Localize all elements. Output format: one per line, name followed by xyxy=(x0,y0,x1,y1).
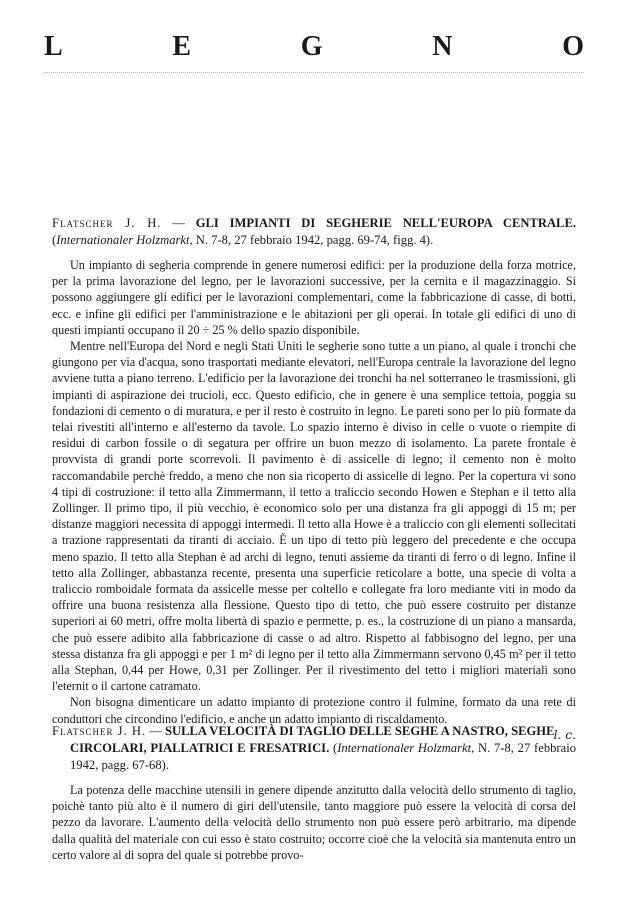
header-letter: E xyxy=(172,31,192,62)
source-open: ( xyxy=(329,741,338,755)
header-letter: L xyxy=(44,31,63,62)
header-divider xyxy=(44,72,584,73)
body-paragraph: Un impianto di segheria comprende in genere numerosi edifici: per la produzione della forza motrice, per la prima lavorazione del legno, per le lavorazioni successive, per la cernita e il magazzinaggio. Si possono aggiungere gli edifici per le lavorazioni complementari, come la fabbricazione di casse, di botti, ecc. e infine gli edifici per l'amministrazione e le abitazioni per gli operai. In totale gli edifici di uno di questi impianti occupano il 20 ÷ 25 % dello spazio disponibile. xyxy=(52,258,576,337)
article-heading xyxy=(52,215,576,249)
article-body xyxy=(52,257,576,727)
source-journal: Internationaler Holzmarkt xyxy=(56,233,190,247)
source-citation: , N. 7-8, 27 febbraio 1942, pagg. 67-68). xyxy=(70,741,576,772)
body-paragraph: La potenza delle macchine utensili in genere dipende anzitutto dalla velocità dello strumento di taglio, poichè tanto più alto è il numero di giri dell'utensile, tanto maggiore può essere la velocità di corsa del pezzo da lavorare. L'aumento della velocità dello strumento non può essere però arbitrario, ma dipende dalla qualità del materiale con cui esso è stato costruito; occorre cioè che la velocità sia mantenuta entro un certo valore al di sopra del quale si potrebbe provo- xyxy=(52,783,576,862)
body-paragraph: Mentre nell'Europa del Nord e negli Stati Uniti le segherie sono tutte a un piano, al quale i tronchi che giungono per via d'acqua, sono trasportati mediante elevatori, nell'Europa centrale la lavorazione del legno avviene tutta a piano terreno. L'edificio per la lavorazione dei tronchi ha nel sotterraneo le trasmissioni, gli impianti di aspirazione dei trucioli, ecc. Questo edificio, che in genere è una semplice tettoia, poggia su fondazioni di cemento o di muratura, e per il resto è costruito in legno. Le pareti sono per lo più formate da telai rivestiti all'interno e all'esterno da tavole. Lo spazio interno è diviso in celle o vuote o riempite di residui di carbon fossile o di segatura per offrire un buon mezzo di isolamento. La parete frontale è provvista di grandi porte scorrevoli. Il pavimento è di assicelle di legno; il cemento non è molto raccomandabile perchè freddo, a meno che non sia ricoperto di assicelle di legno. Per la copertura vi sono 4 tipi di costruzione: il tetto alla Zimmermann, il tetto a traliccio secondo Howen e Stephan e il tetto alla Zollinger. Il primo tipo, il più vecchio, è economico solo per una distanza fra gli appoggi di 15 m; per distanze maggiori necessita di appoggi intermedi. Il tetto alla Howe è a traliccio con gli elementi sollecitati a trazione rappresentati da tiranti di acciaio. È un tipo di tetto più leggero del precedente e che occupa meno spazio. Il tetto alla Stephan è ad archi di legno, tenuti assieme da tiranti di ferro o di legno. Infine il tetto alla Zollinger, abbastanza recente, presenta una superficie reticolare a botte, una specie di volta a traliccio romboidale formata da assicelle messe per coltello e collegate fra loro mediante viti in modo da offrire una buona resistenza alla flessione. Questo tipo di tetto, che può essere costruito per distanze superiori ai 60 metri, offre molta libertà di spazio e permette, p. es., la costruzione di un piano a mansarda, che può essere adibito alla fabbricazione di casse o ad altro. Rispetto al fabbisogno del legno, per una stessa distanza fra gli appoggi e per 1 m² di legno per il tetto alla Zimmermann servono 0,45 m² per il tetto alla Stephan, 0,44 per Howe, 0,31 per Zollinger. Per il rivestimento del tetto i migliori materiali sono l'eternit o il cartone catramato. xyxy=(52,339,576,694)
article-velocita xyxy=(52,723,576,863)
heading-continuation xyxy=(52,740,576,774)
article-title-line1: SULLA VELOCITÀ DI TAGLIO DELLE SEGHE A NASTRO, SEGHE xyxy=(165,724,555,738)
article-author: Flatscher J. H. xyxy=(52,216,162,230)
article-author: Flatscher J. H. xyxy=(52,724,147,738)
header-letter: O xyxy=(562,31,584,62)
article-signature: l. c. xyxy=(553,727,576,742)
source-citation: , N. 7-8, 27 febbraio 1942, pagg. 69-74, figg. 4). xyxy=(189,233,434,247)
source-open: ( xyxy=(52,233,57,247)
article-title: GLI IMPIANTI DI SEGHERIE NELL'EUROPA CENTRALE. xyxy=(195,216,576,230)
heading-dash: — xyxy=(161,216,196,230)
body-paragraph: Non bisogna dimenticare un adatto impianto di protezione contro il fulmine, formato da una rete di conduttori che circondino l'edificio, e anche un adatto impianto di riscaldamento. xyxy=(52,695,576,726)
source-journal: Internationaler Holzmarkt xyxy=(337,741,472,755)
running-header xyxy=(44,31,584,63)
heading-dash: — xyxy=(146,724,165,738)
header-letter: N xyxy=(432,31,453,62)
article-title-line2: CIRCOLARI, PIALLATRICI E FRESATRICI. xyxy=(70,741,330,755)
article-segherie xyxy=(52,215,576,743)
header-letter: G xyxy=(300,31,323,62)
article-heading xyxy=(52,723,576,774)
article-body xyxy=(52,782,576,863)
